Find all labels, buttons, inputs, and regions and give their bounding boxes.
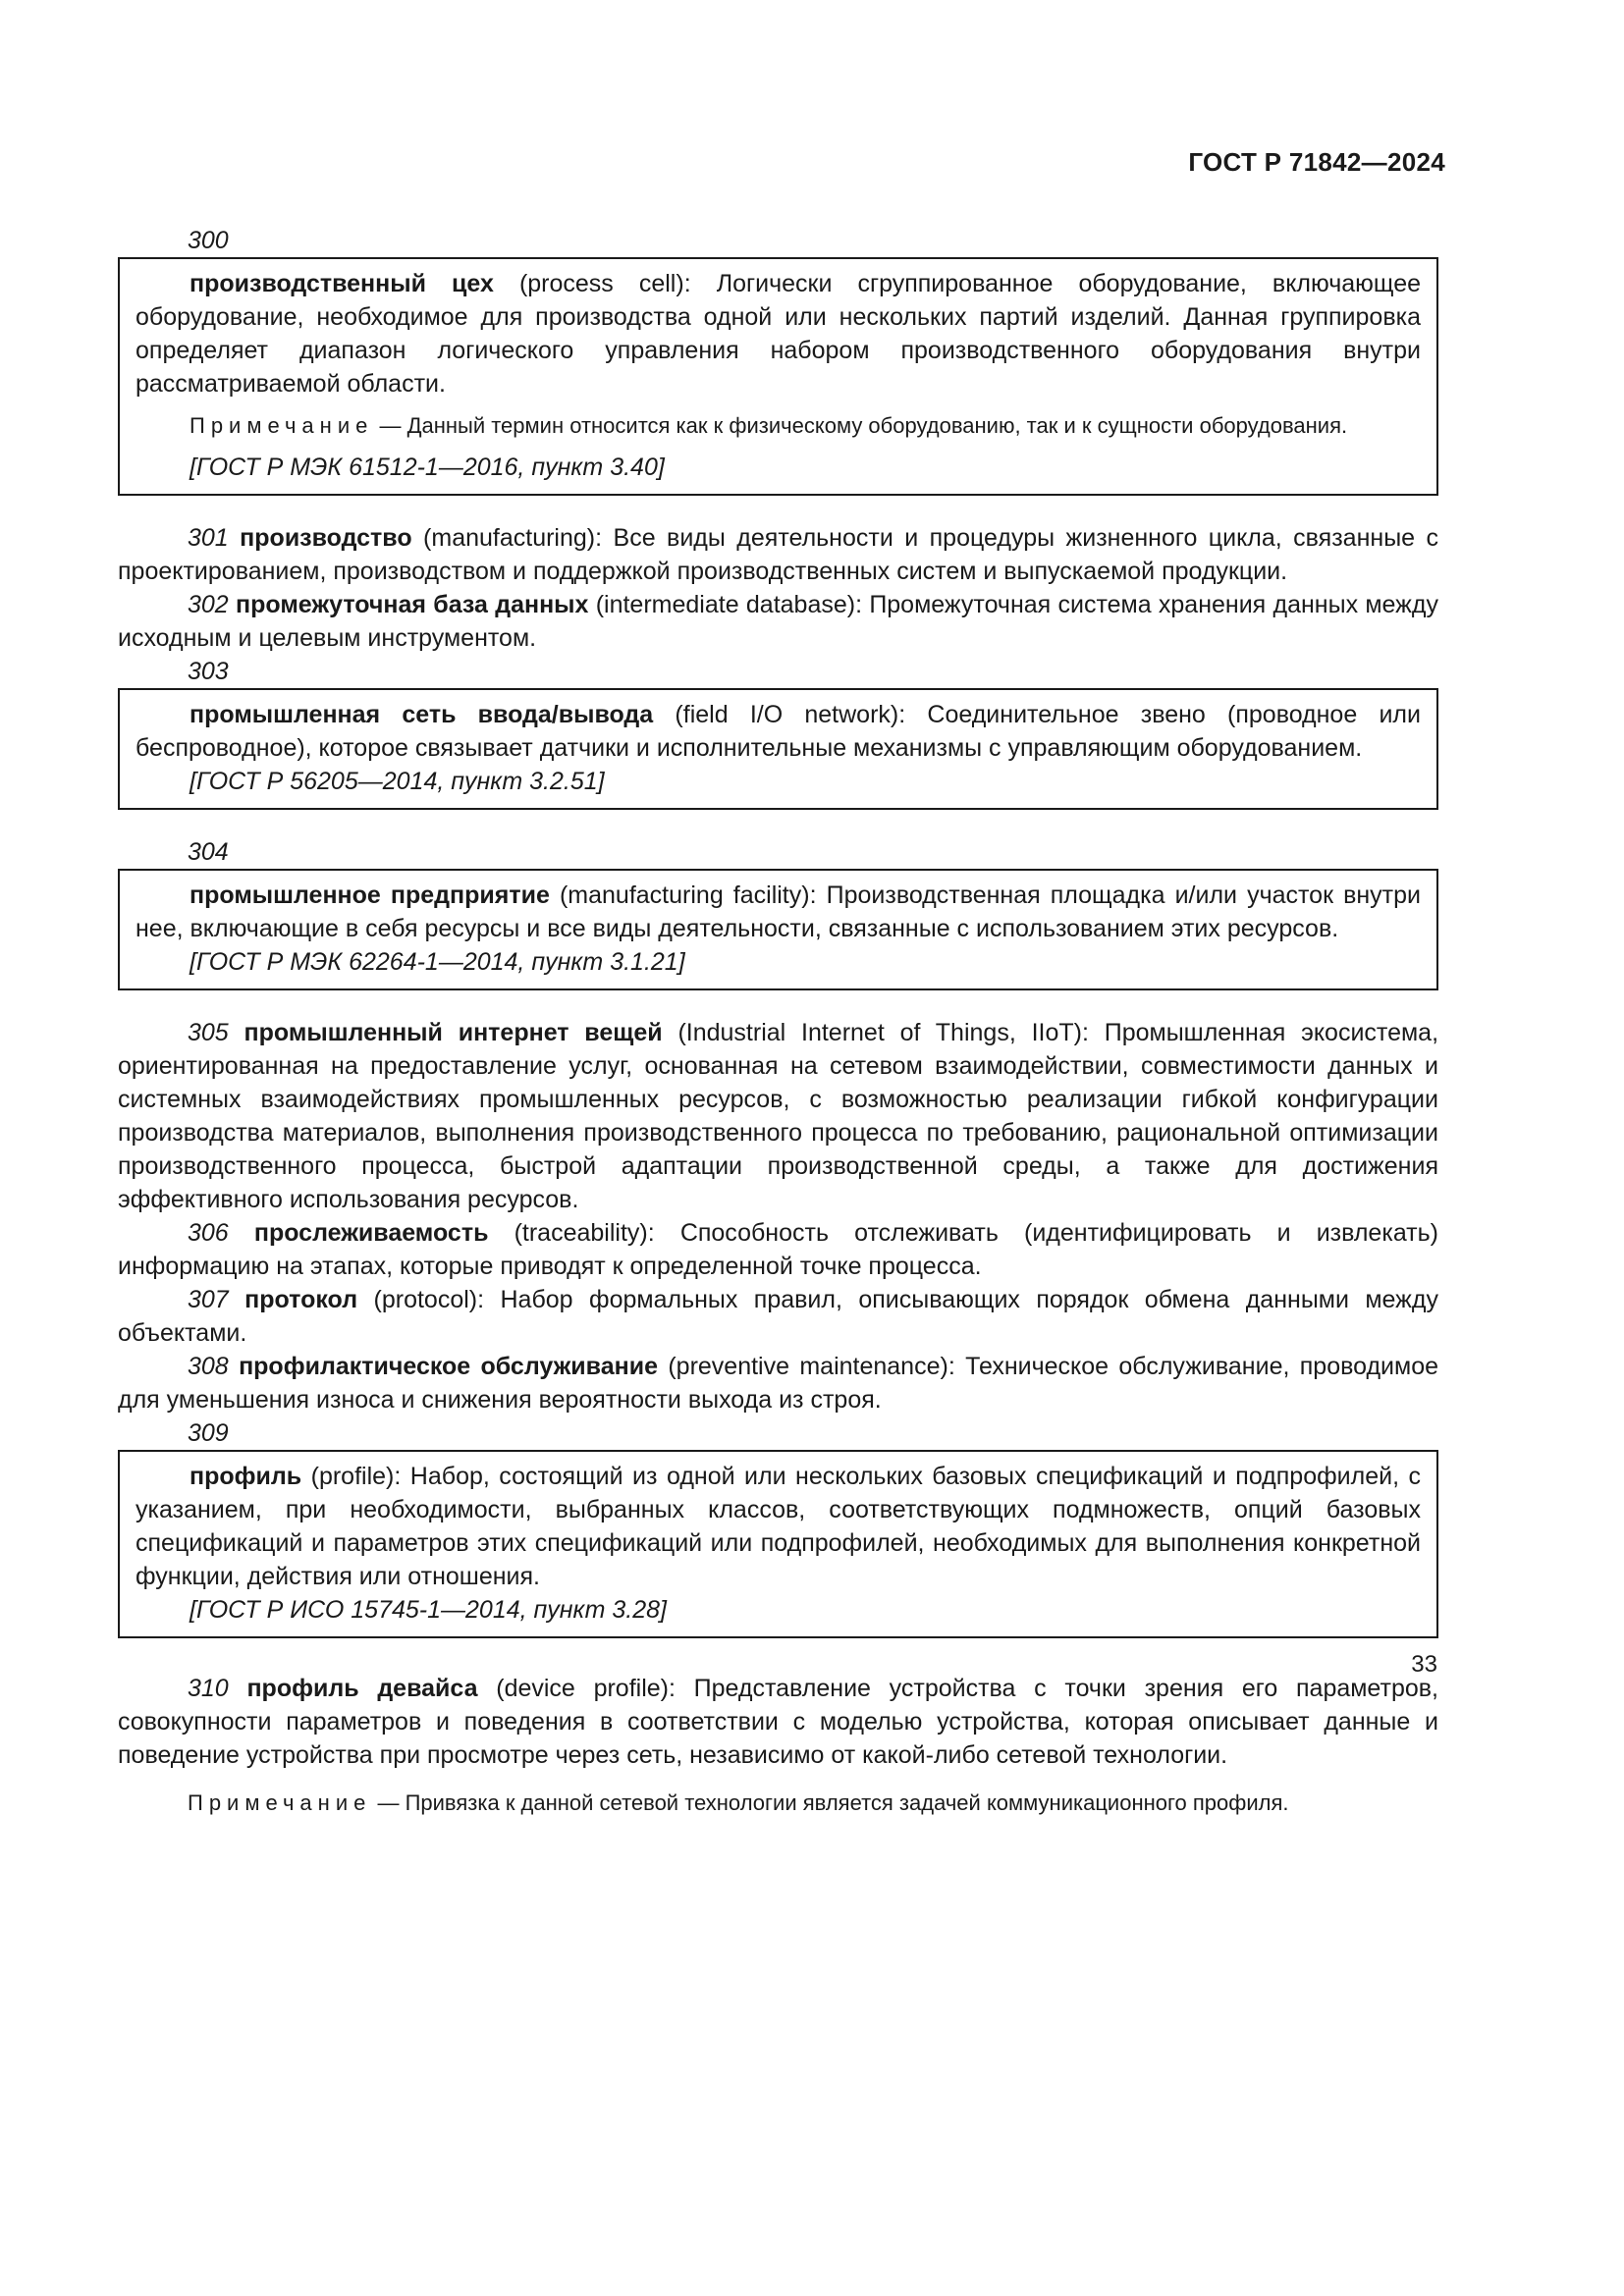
term-303-english: (field I/O network): [675, 701, 906, 728]
entry-310 [118, 1672, 1438, 1772]
document-body [118, 224, 1438, 1818]
term-310: профиль девайса [246, 1675, 478, 1702]
term-309: профиль [189, 1463, 302, 1490]
page-number: 33 [1411, 1651, 1437, 1678]
entry-300-definition [135, 267, 1421, 400]
entry-number-306: 306 [188, 1219, 229, 1247]
source-304: [ГОСТ Р МЭК 62264-1—2014, пункт 3.1.21] [189, 948, 685, 976]
term-304: промышленное предприятие [189, 881, 550, 909]
entry-301 [118, 521, 1438, 588]
entry-308 [118, 1350, 1438, 1416]
term-307: протокол [244, 1286, 358, 1313]
entry-number-302: 302 [188, 591, 229, 618]
entry-305 [118, 1016, 1438, 1216]
term-301-english: (manufacturing): [423, 524, 603, 552]
term-308-english: (preventive maintenance): [668, 1353, 955, 1380]
note-label-310: Примечание [188, 1790, 372, 1815]
definition-310-text: Представление устройства с точки зрения его параметров, совокупности параметров и поведения в соответствии с моделью устройства, которая описывает данные и поведение устройства при просмотре через сеть, независимо от какой-либо сетевой технологии. [118, 1675, 1438, 1769]
entry-number-308: 308 [188, 1353, 229, 1380]
term-307-english: (protocol): [373, 1286, 485, 1313]
entry-number-301: 301 [188, 524, 229, 552]
term-308: профилактическое обслуживание [239, 1353, 658, 1380]
definition-304-text: Производственная площадка и/или участок внутри нее, включающие в себя ресурсы и все виды деятельности, связанные с использованием этих ресурсов. [135, 881, 1421, 942]
entry-302 [118, 588, 1438, 655]
term-300-english: (process cell): [518, 270, 691, 297]
entry-number-303: 303 [188, 658, 229, 685]
definition-302-text: Промежуточная система хранения данных между исходным и целевым инструментом. [118, 591, 1438, 652]
entry-number-300: 300 [188, 227, 229, 254]
definition-305-text: Промышленная экосистема, ориентированная на предоставление услуг, основанная на сетевом взаимодействии, совместимости данных и системных взаимодействиях промышленных ресурсов, с возможностью реализации гибкой конфигурации производства материалов, выполнения производственного процесса по требованию, рациональной оптимизации производственного процесса, быстрой адаптации производственной среды, а также для достижения эффективного использования ресурсов. [118, 1019, 1439, 1213]
entry-box-303 [118, 688, 1438, 810]
note-300-text: — Данный термин относится как к физическому оборудованию, так и к сущности оборудования. [379, 413, 1348, 438]
term-306: прослеживаемость [253, 1219, 489, 1247]
term-304-english: (manufacturing facility): [559, 881, 817, 909]
source-300: [ГОСТ Р МЭК 61512-1—2016, пункт 3.40] [189, 454, 665, 481]
term-300: производственный цех [189, 270, 494, 297]
term-305-english: (Industrial Internet of Things, IIoT): [677, 1019, 1089, 1046]
source-309: [ГОСТ Р ИСО 15745-1—2014, пункт 3.28] [189, 1596, 667, 1624]
entry-307 [118, 1283, 1438, 1350]
definition-309-text: Набор, состоящий из одной или нескольких базовых спецификаций и подпрофилей, с указанием, при необходимости, выбранных классов, соответствующих подмножеств, опций базовых спецификаций и параметров этих спецификаций или подпрофилей, необходимых для выполнения конкретной функции, действия или отношения. [135, 1463, 1422, 1590]
entry-303-definition [135, 698, 1421, 765]
entry-306 [118, 1216, 1438, 1283]
term-310-english: (device profile): [496, 1675, 676, 1702]
term-302-english: (intermediate database): [595, 591, 863, 618]
entry-box-304 [118, 869, 1438, 990]
term-301: производство [240, 524, 412, 552]
note-label-300: Примечание [189, 413, 374, 438]
term-303: промышленная сеть ввода/вывода [189, 701, 654, 728]
entry-box-309 [118, 1450, 1438, 1638]
entry-number-304: 304 [188, 838, 229, 866]
definition-303-text: Соединительное звено (проводное или беспроводное), которое связывает датчики и исполнительные механизмы с управляющим оборудованием. [135, 701, 1421, 762]
entry-309-definition [135, 1460, 1421, 1593]
source-303: [ГОСТ Р 56205—2014, пункт 3.2.51] [189, 768, 605, 795]
term-305: промышленный интернет вещей [244, 1019, 663, 1046]
definition-307-text: Набор формальных правил, описывающих порядок обмена данными между объектами. [118, 1286, 1438, 1347]
term-302: промежуточная база данных [236, 591, 589, 618]
entry-number-307: 307 [188, 1286, 229, 1313]
definition-300-text: Логически сгруппированное оборудование, включающее оборудование, необходимое для производства одной или нескольких партий изделий. Данная группировка определяет диапазон логического управления набором производственного оборудования внутри рассматриваемой области. [135, 270, 1421, 398]
definition-308-text: Техническое обслуживание, проводимое для уменьшения износа и снижения вероятности выхода из строя. [118, 1353, 1439, 1414]
entry-310-note [118, 1788, 1438, 1818]
entry-number-309: 309 [188, 1419, 229, 1447]
definition-306-text: Способность отслеживать (идентифицировать и извлекать) информацию на этапах, которые приводят к определенной точке процесса. [118, 1219, 1438, 1280]
term-309-english: (profile): [310, 1463, 402, 1490]
definition-301-text: Все виды деятельности и процедуры жизненного цикла, связанные с проектированием, производством и поддержкой производственных систем и выпускаемой продукции. [118, 524, 1439, 585]
entry-box-300 [118, 257, 1438, 496]
entry-number-310: 310 [188, 1675, 229, 1702]
entry-number-305: 305 [188, 1019, 229, 1046]
note-310-text: — Привязка к данной сетевой технологии является задачей коммуникационного профиля. [377, 1790, 1289, 1815]
document-standard-header: ГОСТ Р 71842—2024 [1188, 147, 1445, 177]
entry-304-definition [135, 879, 1421, 945]
entry-300-note [135, 410, 1421, 441]
term-306-english: (traceability): [514, 1219, 655, 1247]
